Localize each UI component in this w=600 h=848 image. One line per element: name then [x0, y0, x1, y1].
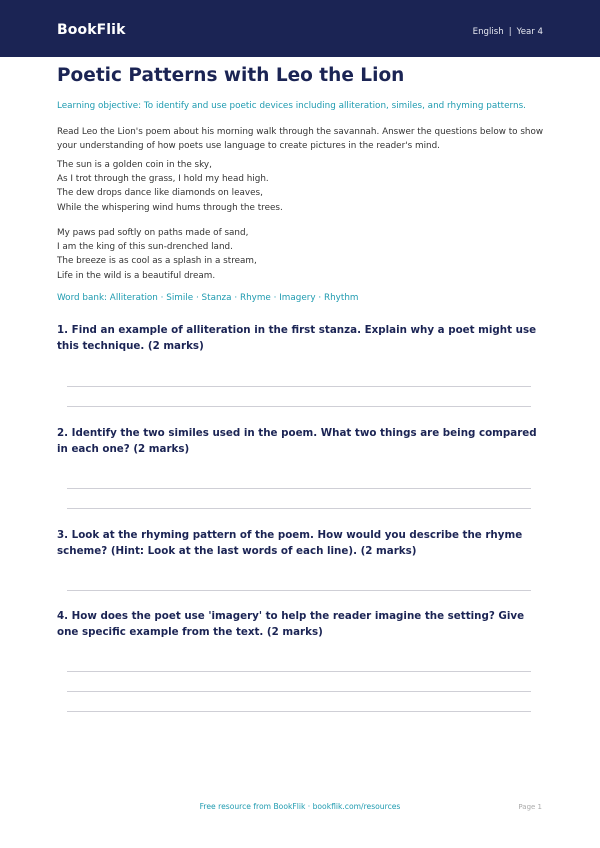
question-3: 3. Look at the rhyming pattern of the poem. How would you describe the rhyme scheme? (Hint: Look at the last words of each line). (2 marks) — [57, 529, 523, 557]
answer-line[interactable] — [67, 406, 531, 407]
poem-stanza-1 — [57, 158, 283, 215]
answer-line[interactable] — [67, 508, 531, 509]
year-label: Year 4 — [516, 27, 543, 37]
answer-line[interactable] — [67, 711, 531, 712]
subject-year-label — [473, 27, 543, 37]
brand-logo-text[interactable]: BookFlik — [57, 22, 126, 38]
answer-line[interactable] — [67, 386, 531, 387]
poem-line: My paws pad softly on paths made of sand, — [57, 228, 249, 238]
question-1: 1. Find an example of alliteration in the first stanza. Explain why a poet might use this technique. (2 marks) — [57, 324, 537, 352]
poem-line: The dew drops dance like diamonds on leaves, — [57, 188, 263, 199]
poem-line: As I trot through the grass, I hold my head high. — [57, 174, 269, 185]
poem-line: The breeze is as cool as a splash in a stream, — [57, 256, 257, 267]
top-banner — [0, 0, 600, 57]
separator: | — [508, 27, 512, 37]
worksheet-title: Poetic Patterns with Leo the Lion — [57, 65, 405, 86]
answer-line[interactable] — [67, 671, 531, 672]
subject-label: English — [472, 27, 504, 37]
answer-line[interactable] — [67, 691, 531, 692]
poem-line: While the whispering wind hums through the trees. — [57, 202, 283, 213]
page-number: Page 1 — [518, 803, 542, 811]
learning-objective: Learning objective: To identify and use poetic devices including alliteration, similes, and rhyming patterns. — [57, 101, 526, 111]
poem-line: The sun is a golden coin in the sky, — [57, 160, 212, 170]
intro-paragraph: Read Leo the Lion's poem about his morning walk through the savannah. Answer the questions below to show your understanding of how poets use language to create pictures in the reader's mind. — [57, 127, 544, 151]
poem-stanza-2 — [57, 226, 257, 283]
answer-line[interactable] — [67, 590, 531, 591]
footer-credit[interactable]: Free resource from BookFlik · bookflik.com/resources — [199, 802, 401, 811]
answer-line[interactable] — [67, 488, 531, 489]
question-2: 2. Identify the two similes used in the poem. What two things are being compared in each one? (2 marks) — [57, 427, 537, 455]
poem-line: Life in the wild is a beautiful dream. — [57, 270, 216, 281]
poem-line: I am the king of this sun-drenched land. — [57, 242, 233, 253]
word-bank: Word bank: Alliteration · Simile · Stanza · Rhyme · Imagery · Rhythm — [57, 293, 359, 303]
question-4: 4. How does the poet use 'imagery' to help the reader imagine the setting? Give one specific example from the text. (2 marks) — [57, 610, 525, 638]
